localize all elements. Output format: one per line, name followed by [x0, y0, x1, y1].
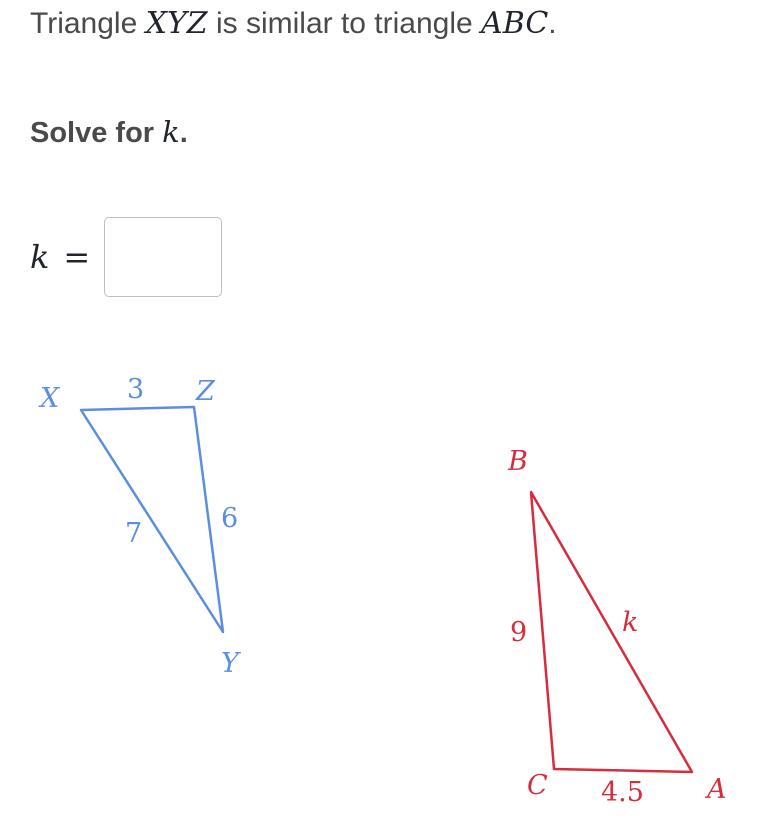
side-label-xz: 3 — [127, 374, 145, 405]
triangle-xyz-name: XYZ — [145, 6, 208, 41]
prompt-text-mid: is similar to triangle — [207, 7, 482, 40]
vertex-label-y: Y — [221, 648, 239, 679]
instruction-text-pre: Solve for — [30, 117, 163, 149]
side-label-bc: 9 — [510, 617, 528, 648]
triangle-abc — [507, 446, 727, 808]
prompt-text-pre: Triangle — [30, 7, 146, 40]
triangle-abc-outline — [531, 492, 692, 772]
triangle-xyz-outline — [81, 407, 223, 632]
instruction-variable: k — [162, 115, 180, 149]
side-label-ca: 4.5 — [601, 777, 644, 808]
vertex-label-a: A — [707, 774, 727, 805]
triangle-abc-name: ABC — [481, 6, 549, 41]
answer-variable: k — [30, 238, 50, 276]
vertex-label-c: C — [527, 770, 548, 801]
triangle-xyz — [38, 374, 241, 679]
vertex-label-z: Z — [196, 376, 215, 407]
side-label-ab: k — [622, 607, 639, 638]
vertex-label-b: B — [508, 446, 528, 477]
side-label-zy: 6 — [221, 503, 239, 534]
prompt-text-post: . — [548, 7, 557, 40]
side-label-xy: 7 — [125, 518, 143, 549]
answer-equals-sign: = — [63, 238, 91, 276]
vertex-label-x: X — [40, 383, 60, 414]
instruction-text-post: . — [179, 117, 188, 149]
